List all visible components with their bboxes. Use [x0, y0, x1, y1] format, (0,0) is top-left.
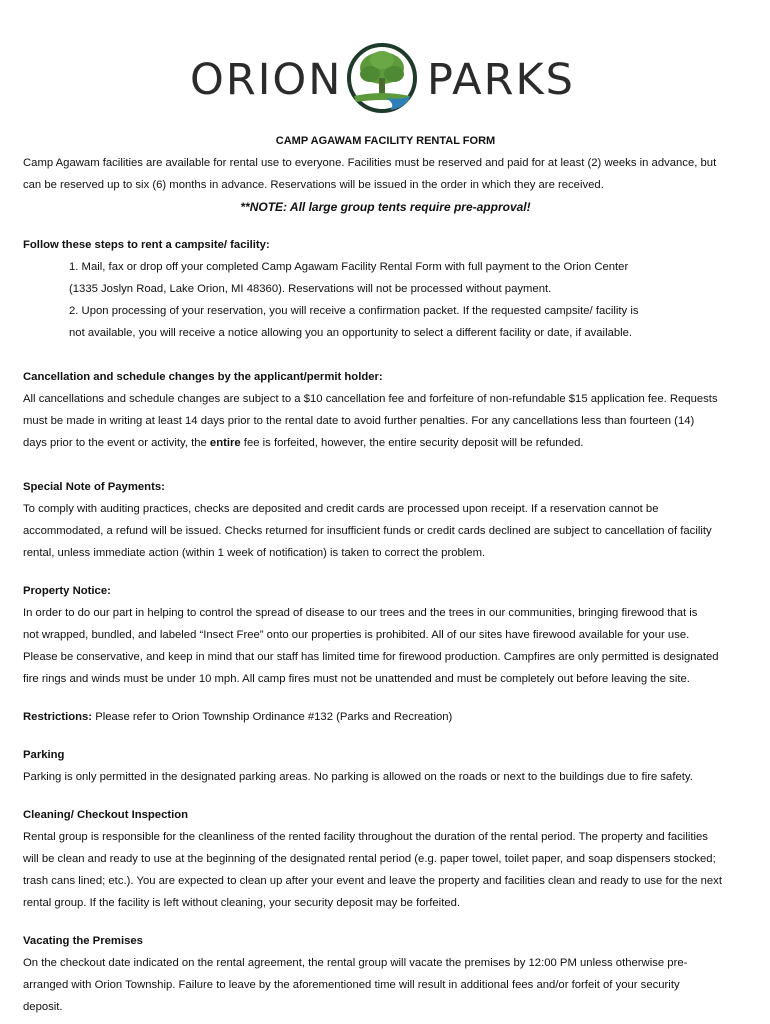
- form-content: [23, 130, 748, 1018]
- orion-parks-logo: [190, 40, 580, 122]
- cleaning-line: trash cans lined; etc.). You are expected to clean up after your event and leave the property and facilities clean and ready to use for the next: [23, 875, 722, 887]
- step-line: (1335 Joslyn Road, Lake Orion, MI 48360). Reservations will not be processed without payment.: [69, 283, 552, 295]
- logo-word-orion: ORION: [190, 55, 343, 105]
- property-line: not wrapped, bundled, and labeled “Insect Free” onto our properties is prohibited. All of our sites have firewood available for your use.: [23, 629, 690, 641]
- restrictions-line: [23, 706, 748, 728]
- tent-note: **NOTE: All large group tents require pre-approval!: [240, 200, 531, 214]
- tree-emblem-icon: [346, 40, 418, 118]
- cancellation-text: days prior to the event or activity, the: [23, 437, 210, 449]
- vacating-line: arranged with Orion Township. Failure to leave by the aforementioned time will result in additional fees and/or forfeit of your security: [23, 979, 680, 991]
- vacating-line: On the checkout date indicated on the rental agreement, the rental group will vacate the premises by 12:00 PM unless otherwise pre-: [23, 957, 688, 969]
- cancellation-line: must be made in writing at least 14 days prior to the rental date to avoid further penalties. For any cancellations less than fourteen (14): [23, 415, 695, 427]
- payments-line: rental, unless immediate action (within 1 week of notification) is taken to correct the problem.: [23, 547, 486, 559]
- vacating-line: deposit.: [23, 1001, 63, 1013]
- cleaning-line: will be clean and ready to use at the beginning of the designated rental period (e.g. paper towel, toilet paper, and soap dispensers stocked;: [23, 853, 716, 865]
- cancellation-line: All cancellations and schedule changes are subject to a $10 cancellation fee and forfeiture of non-refundable $15 application fee. Requests: [23, 393, 718, 405]
- cancellation-line: [23, 432, 748, 454]
- property-line: fire rings and winds must be under 10 mph. All camp fires must not be unattended and must be completely out before leaving the site.: [23, 673, 690, 685]
- cleaning-line: Rental group is responsible for the cleanliness of the rented facility throughout the duration of the rental period. The property and facilities: [23, 831, 708, 843]
- vacating-heading: Vacating the Premises: [23, 935, 143, 947]
- cancellation-emphasis: entire: [209, 437, 241, 449]
- cancellation-text: fee is forfeited, however, the entire security deposit will be refunded.: [240, 437, 584, 449]
- logo-word-parks: PARKS: [427, 55, 575, 105]
- payments-heading: Special Note of Payments:: [23, 481, 165, 493]
- parking-heading: Parking: [23, 749, 65, 761]
- step-line: 2. Upon processing of your reservation, you will receive a confirmation packet. If the requested campsite/ facility is: [69, 305, 639, 317]
- intro-line: Camp Agawam facilities are available for rental use to everyone. Facilities must be reserved and paid for at least (2) weeks in advance, but: [23, 157, 717, 169]
- payments-line: To comply with auditing practices, checks are deposited and credit cards are processed upon receipt. If a reservation cannot be: [23, 503, 659, 515]
- step-line: not available, you will receive a notice allowing you an opportunity to select a different facility or date, if available.: [69, 327, 633, 339]
- restrictions-heading: Restrictions:: [23, 711, 93, 723]
- parking-text: Parking is only permitted in the designated parking areas. No parking is allowed on the roads or next to the buildings due to fire safety.: [23, 771, 693, 783]
- restrictions-text: Please refer to Orion Township Ordinance #132 (Parks and Recreation): [92, 711, 453, 723]
- step-line: 1. Mail, fax or drop off your completed Camp Agawam Facility Rental Form with full payment to the Orion Center: [69, 261, 629, 273]
- steps-heading: Follow these steps to rent a campsite/ facility:: [23, 239, 270, 251]
- cleaning-line: rental group. If the facility is left without cleaning, your security deposit may be forfeited.: [23, 897, 461, 909]
- property-heading: Property Notice:: [23, 585, 111, 597]
- property-line: In order to do our part in helping to control the spread of disease to our trees and the trees in our communities, bringing firewood that is: [23, 607, 698, 619]
- payments-line: accommodated, a refund will be issued. Checks returned for insufficient funds or credit cards declined are subject to cancellation of facility: [23, 525, 712, 537]
- form-title: CAMP AGAWAM FACILITY RENTAL FORM: [275, 135, 496, 147]
- cancellation-heading: Cancellation and schedule changes by the applicant/permit holder:: [23, 371, 383, 383]
- cleaning-heading: Cleaning/ Checkout Inspection: [23, 809, 189, 821]
- intro-line: can be reserved up to six (6) months in advance. Reservations will be issued in the order in which they are received.: [23, 179, 604, 191]
- property-line: Please be conservative, and keep in mind that our staff has limited time for firewood production. Campfires are only permitted is designated: [23, 651, 719, 663]
